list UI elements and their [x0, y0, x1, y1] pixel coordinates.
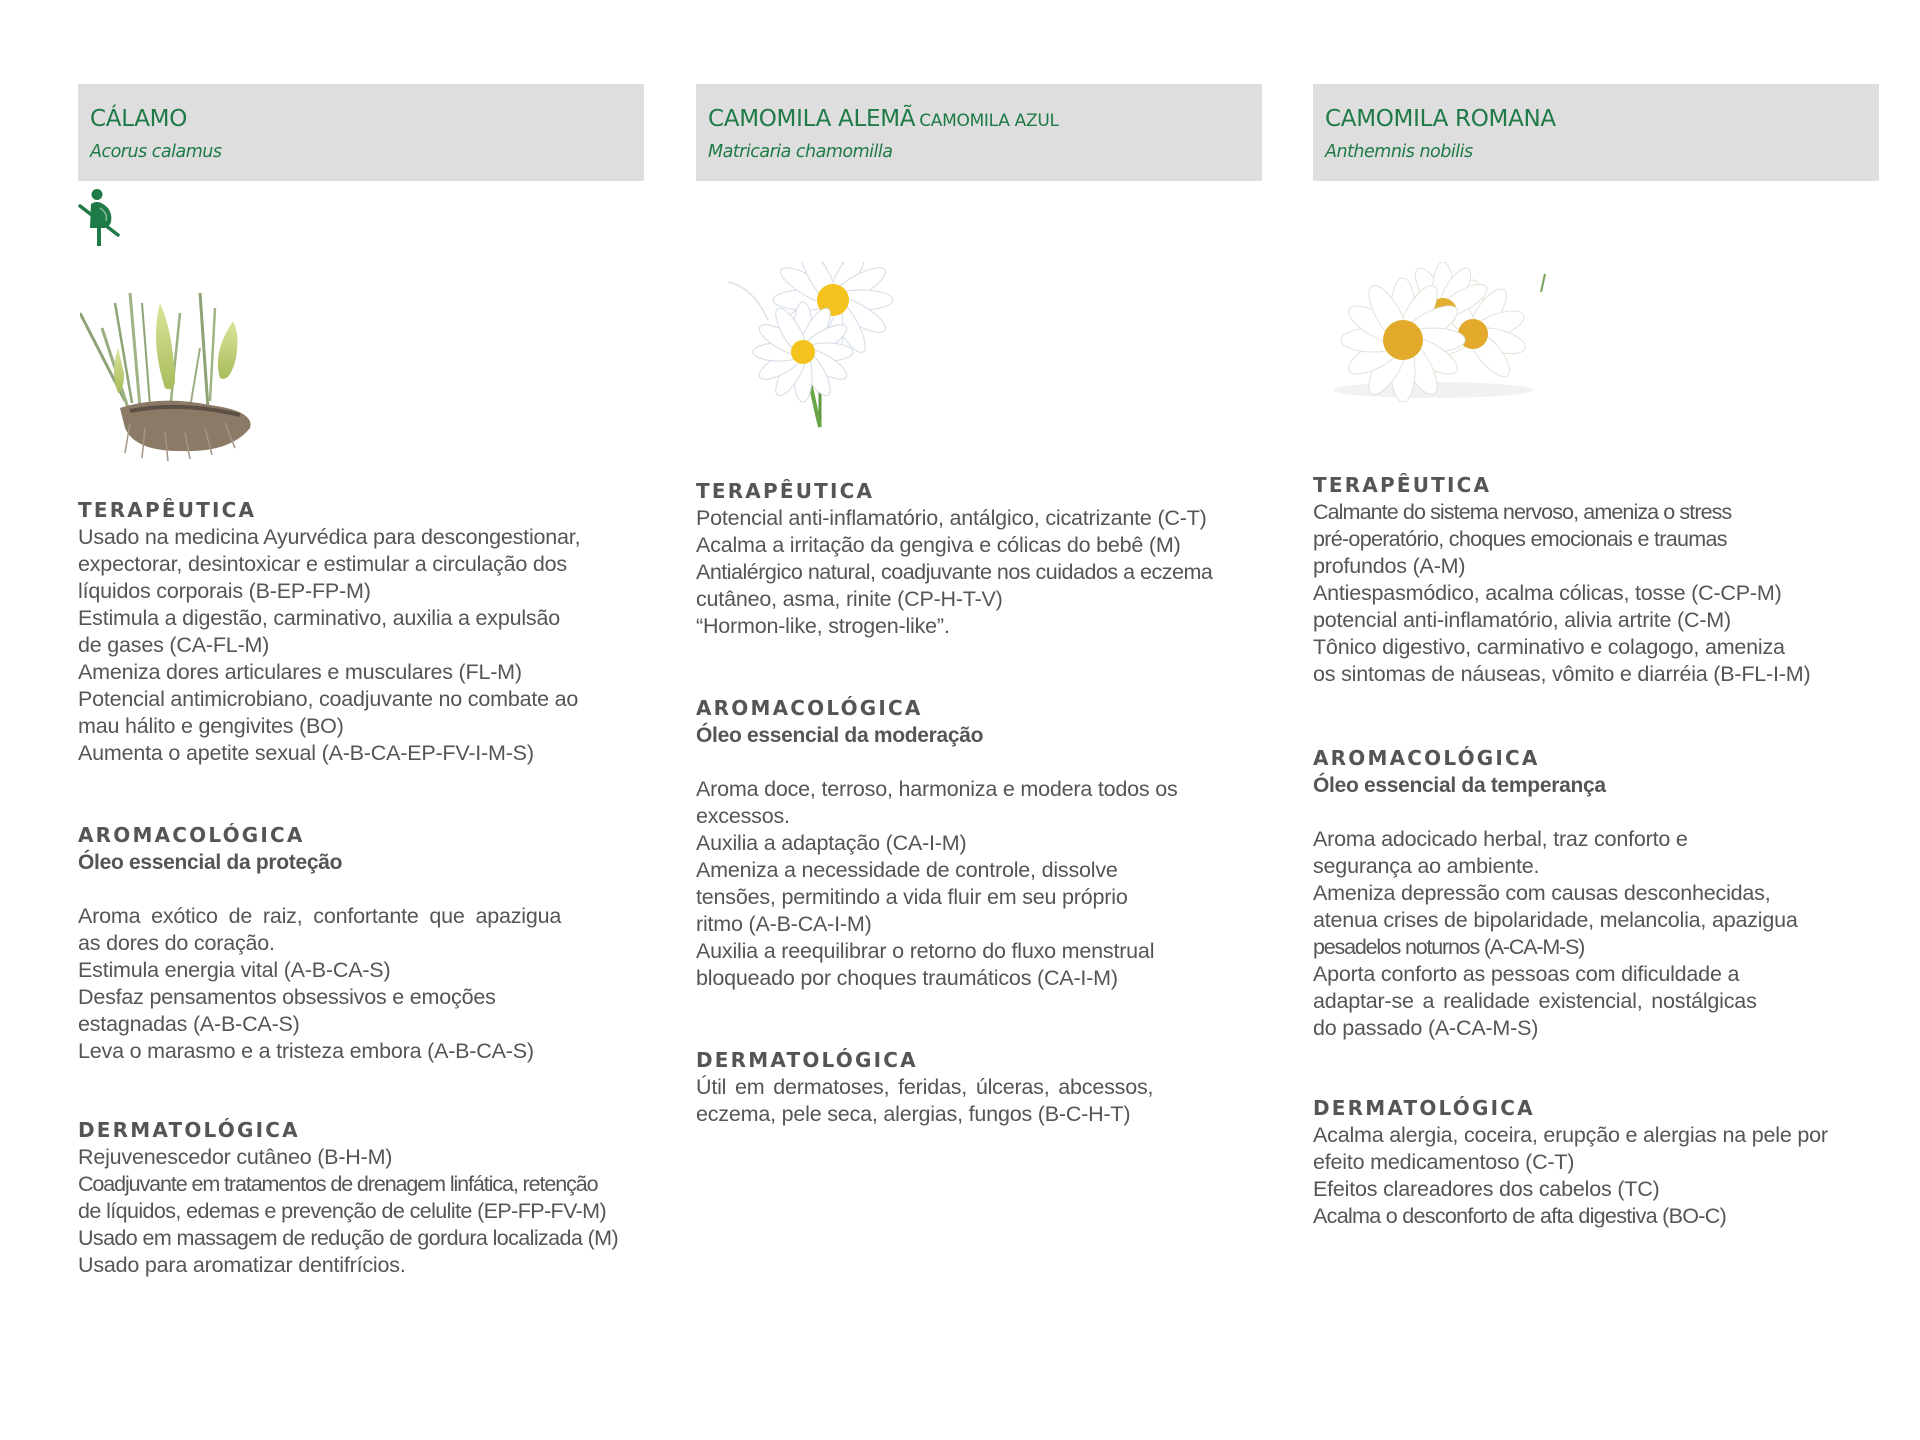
text-line: “Hormon-like, strogen-like”. [696, 614, 950, 638]
text-line: Aumenta o apetite sexual (A-B-CA-EP-FV-I-M-S) [78, 741, 534, 765]
oil-name: CÁLAMO [90, 106, 188, 132]
section-subtitle: Óleo essencial da proteção [78, 851, 343, 874]
text-line: Ameniza a necessidade de controle, dissolve [696, 858, 1118, 882]
text-line: Ameniza depressão com causas desconhecidas, [1313, 881, 1771, 905]
roman-chamomile-image [1323, 262, 1558, 402]
text-line: expectorar, desintoxicar e estimular a circulação dos [78, 552, 567, 576]
section-heading: AROMACOLÓGICA [696, 696, 923, 720]
text-line: Aporta conforto as pessoas com dificuldade a [1313, 962, 1740, 986]
text-line: Aroma doce, terroso, harmoniza e modera todos os [696, 777, 1178, 801]
latin-name: Matricaria chamomilla [708, 142, 893, 162]
text-line: líquidos corporais (B-EP-FP-M) [78, 579, 371, 603]
section-body [1313, 499, 1879, 688]
section-body [78, 1144, 644, 1279]
text-line: potencial anti-inflamatório, alivia artrite (C-M) [1313, 608, 1731, 632]
text-line: Coadjuvante em tratamentos de drenagem linfática, retenção [78, 1172, 598, 1196]
text-line: eczema, pele seca, alergias, fungos (B-C-H-T) [696, 1102, 1131, 1126]
oil-name: CAMOMILA ROMANA [1325, 106, 1556, 132]
calamus-plant-image [80, 283, 270, 463]
oil-title [1325, 106, 1556, 132]
text-line: adaptar-se a realidade existencial, nostálgicas [1313, 989, 1757, 1013]
section-body [696, 505, 1262, 640]
section-subtitle: Óleo essencial da temperança [1313, 774, 1606, 797]
text-line: Desfaz pensamentos obsessivos e emoções [78, 985, 496, 1009]
aromacologica-section [78, 822, 644, 1065]
section-heading: TERAPÊUTICA [696, 479, 875, 503]
section-body [696, 776, 1262, 992]
dermatologica-section [696, 1047, 1262, 1128]
section-body [78, 524, 644, 767]
text-line: excessos. [696, 804, 790, 828]
text-line: as dores do coração. [78, 931, 275, 955]
text-line: cutâneo, asma, rinite (CP-H-T-V) [696, 587, 1003, 611]
terapeutica-section [1313, 472, 1879, 688]
card-header [1313, 84, 1879, 181]
text-line: estagnadas (A-B-CA-S) [78, 1012, 300, 1036]
text-line: Aroma adocicado herbal, traz conforto e [1313, 827, 1688, 851]
text-line: Ameniza dores articulares e musculares (FL-M) [78, 660, 522, 684]
german-chamomile-image [728, 262, 908, 430]
text-line: Calmante do sistema nervoso, ameniza o stress [1313, 500, 1732, 524]
section-heading: TERAPÊUTICA [78, 498, 257, 522]
text-line: Potencial anti-inflamatório, antálgico, cicatrizante (C-T) [696, 506, 1207, 530]
section-heading: DERMATOLÓGICA [78, 1118, 300, 1142]
section-heading: AROMACOLÓGICA [1313, 746, 1540, 770]
text-line: Antiespasmódico, acalma cólicas, tosse (C-CP-M) [1313, 581, 1782, 605]
text-line: Usado na medicina Ayurvédica para descongestionar, [78, 525, 581, 549]
text-line: tensões, permitindo a vida fluir em seu próprio [696, 885, 1128, 909]
text-line: segurança ao ambiente. [1313, 854, 1540, 878]
text-line: Rejuvenescedor cutâneo (B-H-M) [78, 1145, 393, 1169]
aromacologica-section [696, 695, 1262, 992]
text-line: Usado para aromatizar dentifrícios. [78, 1253, 406, 1277]
text-line: ritmo (A-B-CA-I-M) [696, 912, 872, 936]
text-line: Útil em dermatoses, feridas, úlceras, abcessos, [696, 1075, 1154, 1099]
section-body [78, 903, 644, 1065]
latin-name: Anthemnis nobilis [1325, 142, 1473, 162]
oil-card-calamo [78, 0, 644, 1440]
text-line: Auxilia a reequilibrar o retorno do fluxo menstrual [696, 939, 1155, 963]
aromacologica-section [1313, 745, 1879, 1042]
section-heading: AROMACOLÓGICA [78, 823, 305, 847]
text-line: de líquidos, edemas e prevenção de celulite (EP-FP-FV-M) [78, 1199, 607, 1223]
text-line: Aroma exótico de raiz, confortante que apazigua [78, 904, 562, 928]
section-heading: DERMATOLÓGICA [696, 1048, 918, 1072]
text-line: atenua crises de bipolaridade, melancolia, apazigua [1313, 908, 1798, 932]
text-line: pesadelos noturnos (A-CA-M-S) [1313, 935, 1585, 959]
terapeutica-section [78, 497, 644, 767]
text-line: Antialérgico natural, coadjuvante nos cuidados a eczema [696, 560, 1213, 584]
card-header [696, 84, 1262, 181]
text-line: mau hálito e gengivites (BO) [78, 714, 344, 738]
text-line: Estimula a digestão, carminativo, auxilia a expulsão [78, 606, 560, 630]
oil-title [708, 106, 1059, 132]
terapeutica-section [696, 478, 1262, 640]
text-line: Efeitos clareadores dos cabelos (TC) [1313, 1177, 1660, 1201]
text-line: Acalma o desconforto de afta digestiva (BO-C) [1313, 1204, 1727, 1228]
text-line: os sintomas de náuseas, vômito e diarréia (B-FL-I-M) [1313, 662, 1811, 686]
oil-title [90, 106, 187, 132]
text-line: Acalma a irritação da gengiva e cólicas do bebê (M) [696, 533, 1181, 557]
dermatologica-section [1313, 1095, 1879, 1230]
text-line: Leva o marasmo e a tristeza embora (A-B-CA-S) [78, 1039, 534, 1063]
text-line: profundos (A-M) [1313, 554, 1466, 578]
text-line: Potencial antimicrobiano, coadjuvante no combate ao [78, 687, 579, 711]
text-line: pré-operatório, choques emocionais e traumas [1313, 527, 1727, 551]
text-line: bloqueado por choques traumáticos (CA-I-M) [696, 966, 1118, 990]
text-line: Tônico digestivo, carminativo e colagogo, ameniza [1313, 635, 1785, 659]
section-body [1313, 826, 1879, 1042]
oil-card-camomila-alema [696, 0, 1262, 1440]
text-line: de gases (CA-FL-M) [78, 633, 270, 657]
section-body [696, 1074, 1262, 1128]
oil-card-camomila-romana [1313, 0, 1879, 1440]
oil-alt-name: CAMOMILA AZUL [919, 111, 1059, 131]
text-line: Usado em massagem de redução de gordura localizada (M) [78, 1226, 619, 1250]
oil-name: CAMOMILA ALEMÃ [708, 106, 916, 132]
latin-name: Acorus calamus [90, 142, 222, 162]
text-line: Auxilia a adaptação (CA-I-M) [696, 831, 967, 855]
section-body [1313, 1122, 1879, 1230]
section-heading: TERAPÊUTICA [1313, 473, 1492, 497]
section-heading: DERMATOLÓGICA [1313, 1096, 1535, 1120]
card-header [78, 84, 644, 181]
text-line: efeito medicamentoso (C-T) [1313, 1150, 1575, 1174]
text-line: Acalma alergia, coceira, erupção e alergias na pele por [1313, 1123, 1828, 1147]
dermatologica-section [78, 1117, 644, 1279]
text-line: Estimula energia vital (A-B-CA-S) [78, 958, 391, 982]
no-pregnancy-icon [78, 188, 126, 250]
text-line: do passado (A-CA-M-S) [1313, 1016, 1539, 1040]
section-subtitle: Óleo essencial da moderação [696, 724, 984, 747]
